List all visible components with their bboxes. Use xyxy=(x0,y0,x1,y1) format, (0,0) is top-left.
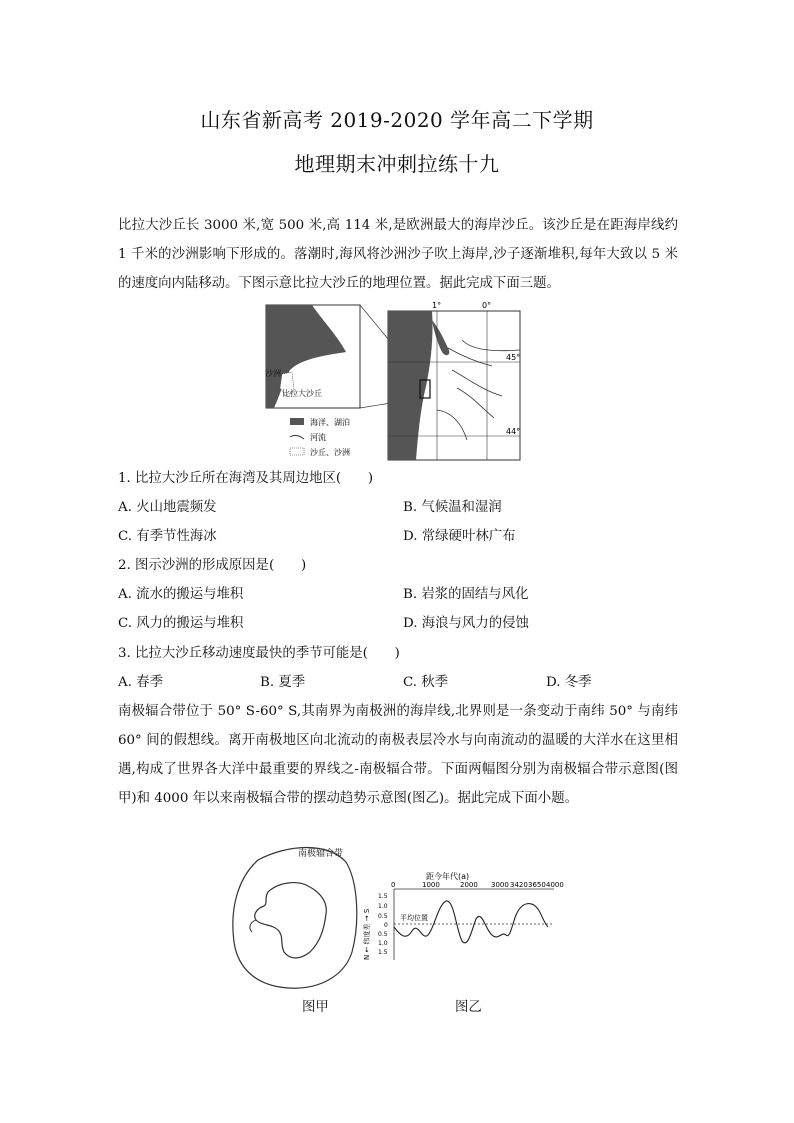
fig-b-x-tick-0: 0 xyxy=(391,881,396,889)
legend-river: 河流 xyxy=(310,433,326,442)
q1-option-d[interactable]: D. 常绿硬叶林广布 xyxy=(403,529,516,544)
title-line-2: 地理期末冲刺拉练十九 xyxy=(294,152,500,176)
q2-option-c[interactable]: C. 风力的搬运与堆积 xyxy=(118,616,244,631)
fig-b-x-tick-4: 3420 xyxy=(510,881,528,889)
fig-b-x-tick-3: 3000 xyxy=(491,881,509,889)
fig-b-avg-label: 平均位置 xyxy=(400,914,428,922)
title-line-1: 山东省新高考 2019-2020 学年高二下学期 xyxy=(200,108,594,132)
q3-option-c[interactable]: C. 秋季 xyxy=(403,675,449,690)
dune-location-map xyxy=(262,300,524,462)
fig-b-y-tick-0: 1.5 xyxy=(378,893,388,900)
passage-1: 比拉大沙丘长 3000 米,宽 500 米,高 114 米,是欧洲最大的海岸沙丘。该沙丘是在距海岸线约 1 千米的沙洲影响下形成的。落潮时,海风将沙洲沙子吹上海岸,沙子逐渐堆积,每年大致以 5 米的速度向内陆移动。下图示意比拉大沙丘的地理位置。据此完成下面三题。 xyxy=(118,218,678,291)
q3-option-d[interactable]: D. 冬季 xyxy=(546,675,592,690)
lat-45: 45° xyxy=(506,353,521,362)
fig-b-x-tick-5: 3650 xyxy=(528,881,546,889)
fig-b-y-label: N ← 纬度差 → S xyxy=(363,908,371,960)
q1-option-a[interactable]: A. 火山地震频发 xyxy=(118,500,217,515)
figure-b-oscillation-chart xyxy=(364,865,574,965)
fig-b-x-tick-1: 1000 xyxy=(422,881,440,889)
fig-b-y-tick-5: 1.0 xyxy=(378,940,388,947)
figure-b-caption: 图乙 xyxy=(455,1000,482,1015)
q1-option-c[interactable]: C. 有季节性海冰 xyxy=(118,529,217,544)
fig-b-x-tick-6: 4000 xyxy=(546,881,564,889)
q2-option-d[interactable]: D. 海浪与风力的侵蚀 xyxy=(403,616,529,631)
label-dune: 比拉大沙丘 xyxy=(282,389,322,398)
question-2-stem: 2. 图示沙洲的形成原因是( ) xyxy=(118,558,307,573)
fig-b-y-tick-1: 1.0 xyxy=(378,903,388,910)
lat-44: 44° xyxy=(506,427,521,436)
fig-b-title: 距今年代(a) xyxy=(426,872,470,881)
fig-b-x-tick-2: 2000 xyxy=(460,881,478,889)
figure-a-antarctic-map xyxy=(228,842,364,992)
lon-0: 0° xyxy=(482,301,492,310)
q2-option-a[interactable]: A. 流水的搬运与堆积 xyxy=(118,587,244,602)
figure-a-caption: 图甲 xyxy=(302,1000,329,1015)
fig-b-y-tick-6: 1.5 xyxy=(378,949,388,956)
q2-option-b[interactable]: B. 岩浆的固结与风化 xyxy=(403,587,529,602)
fig-b-y-tick-2: 0.5 xyxy=(378,913,388,920)
question-3-stem: 3. 比拉大沙丘移动速度最快的季节可能是( ) xyxy=(118,646,400,661)
legend-sand: 沙丘、沙洲 xyxy=(310,448,350,457)
fig-b-y-tick-4: 0.5 xyxy=(378,931,388,938)
passage-2: 南极辐合带位于 50° S-60° S,其南界为南极洲的海岸线,北界则是一条变动于南纬 50° 与南纬 60° 间的假想线。离开南极地区向北流动的南极表层冷水与向南流动的温暖的大洋水在这里相遇,构成了世界各大洋中最重要的界线之-南极辐合带。下面两幅图分别为南极辐合带示意图(图甲)和 4000 年以来南极辐合带的摆动趋势示意图(图乙)。据此完成下面小题。 xyxy=(118,704,678,806)
legend-sea: 海洋、湖泊 xyxy=(310,418,350,427)
q1-option-b[interactable]: B. 气候温和湿润 xyxy=(403,500,502,515)
question-1-stem: 1. 比拉大沙丘所在海湾及其周边地区( ) xyxy=(118,471,374,486)
label-convergence-zone: 南极辐合带 xyxy=(298,849,344,859)
label-shazhou: 沙洲 xyxy=(265,369,281,378)
lon-1: 1° xyxy=(432,301,442,310)
fig-b-y-tick-3: 0 xyxy=(384,922,388,929)
q3-option-b[interactable]: B. 夏季 xyxy=(260,675,306,690)
q3-option-a[interactable]: A. 春季 xyxy=(118,675,163,690)
